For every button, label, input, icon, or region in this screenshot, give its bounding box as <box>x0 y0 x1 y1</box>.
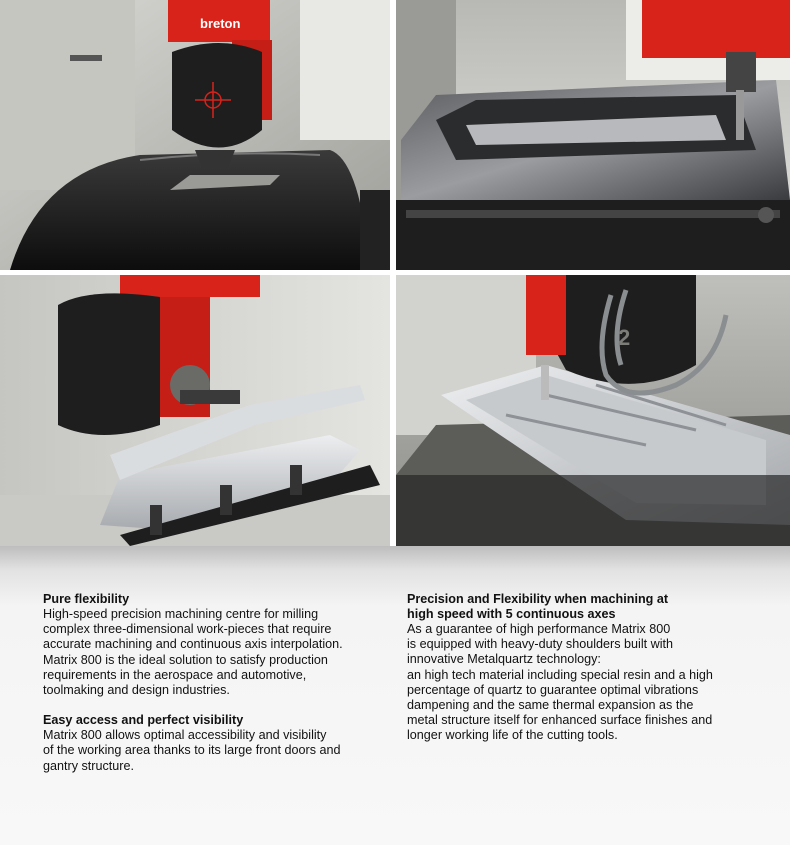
heading-pure-flexibility: Pure flexibility <box>43 592 130 606</box>
svg-text:2: 2 <box>618 325 631 350</box>
section-gap <box>43 698 383 713</box>
breton-logo: breton <box>200 16 241 31</box>
body-easy-access: Matrix 800 allows optimal accessibility and visibility of the working area thanks to its large front doors and gantry structure. <box>43 728 341 773</box>
photo-milled-automotive-mold <box>396 0 790 270</box>
right-column <box>407 592 752 744</box>
body-pure-flexibility: High-speed precision machining centre for milling complex three-dimensional work-pieces that require accurate machining and continuous axis interpolation. Matrix 800 is the ideal solution to satisfy production requirements in the aerospace and automotive, toolmaking and design industries. <box>43 607 343 698</box>
left-column <box>43 592 383 774</box>
body-precision: As a guarantee of high performance Matrix 800 is equipped with heavy-duty shoulders built with innovative Metalquartz technology: an high tech material including special resin and a high percentage of quartz to guarantee optimal vibrations dampening and the same thermal expansion as the metal structure itself for enhanced surface finishes and longer working life of the cutting tools. <box>407 622 713 743</box>
heading-precision: Precision and Flexibility when machining at high speed with 5 continuous axes <box>407 592 669 621</box>
heading-easy-access: Easy access and perfect visibility <box>43 713 244 728</box>
photo-spindle-sculpting-curved-part <box>0 0 390 270</box>
photo-milling-aluminium-tray <box>396 275 790 546</box>
photo-long-aluminium-workpiece <box>0 275 390 546</box>
